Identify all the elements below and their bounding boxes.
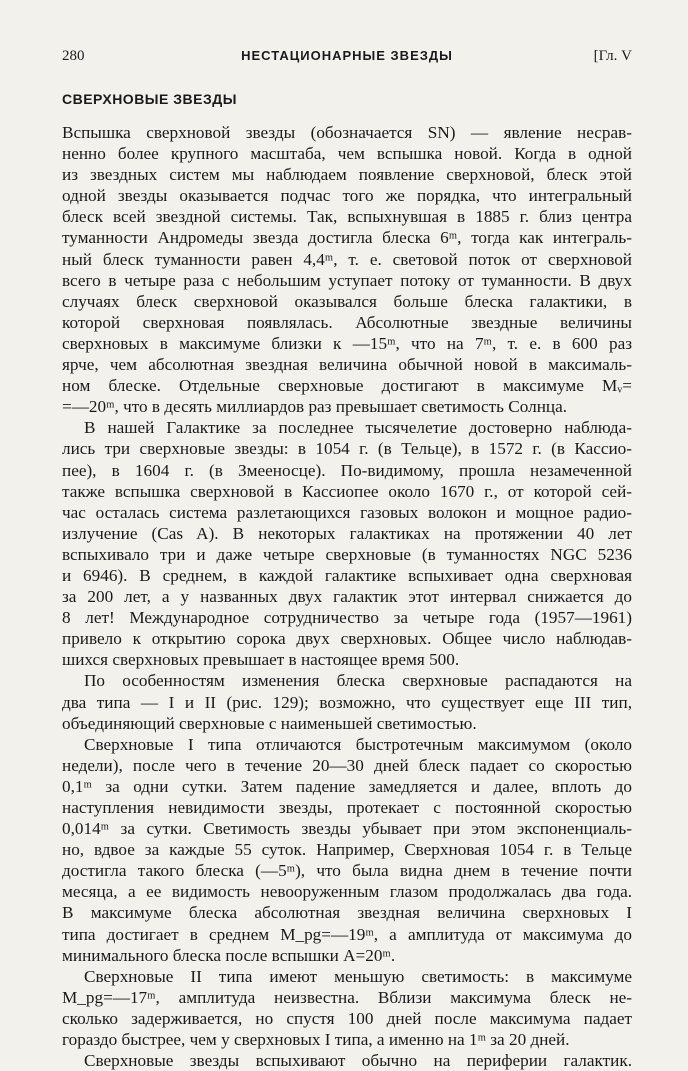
running-header xyxy=(62,48,632,70)
text-line: шихся сверхновых превышает в настоящее время 500. xyxy=(62,650,460,670)
text-line: блеск всей звездной системы. Так, вспыхнувшая в 1885 г. близ центра xyxy=(62,207,632,227)
body-text xyxy=(62,122,632,1071)
text-line: недели), после чего в течение 20—30 дней блеск падает со скоростью xyxy=(62,755,632,775)
text-line: ненно более крупного масштаба, чем вспышка новой. Когда в одной xyxy=(62,144,632,164)
text-line: всего в четыре раза с небольшим уступает потоку от туманности. В двух xyxy=(62,270,632,290)
running-title: НЕСТАЦИОНАРНЫЕ ЗВЕЗДЫ xyxy=(241,48,453,63)
text-line: месяца, а ее видимость невооруженным глазом продолжалась два года. xyxy=(62,882,632,902)
text-line: которой сверхновая появлялась. Абсолютные звездные величины xyxy=(62,312,632,332)
text-line: =—20ᵐ, что в десять миллиардов раз превышает светимость Солнца. xyxy=(62,397,568,417)
text-line: из звездных систем мы наблюдаем появление сверхновой, блеск этой xyxy=(62,165,632,185)
text-line: туманности Андромеды звезда достигла блеска 6ᵐ, тогда как интеграль- xyxy=(62,228,632,248)
text-line: лись три сверхновые звезды: в 1054 г. (в Тельце), в 1572 г. (в Кассио- xyxy=(62,439,632,459)
text-line: 8 лет! Международное сотрудничество за четыре года (1957—1961) xyxy=(62,608,632,628)
text-line: случаях блеск сверхновой оказывался больше блеска галактики, в xyxy=(62,291,632,311)
text-line: 0,1ᵐ за одни сутки. Затем падение замедляется и далее, вплоть до xyxy=(62,776,632,796)
text-line: сверхновых в максимуме близки к —15ᵐ, что на 7ᵐ, т. е. в 600 раз xyxy=(62,333,632,353)
text-line: сколько задерживается, но спустя 100 дней после максимума падает xyxy=(62,1008,632,1028)
section-title: СВЕРХНОВЫЕ ЗВЕЗДЫ xyxy=(62,91,237,107)
text-line: вспыхивало три и даже четыре сверхновые (в туманностях NGC 5236 xyxy=(62,544,632,564)
text-line: одной звезды оказывается подчас того же порядка, что интегральный xyxy=(62,186,632,206)
text-line: типа достигает в среднем M_pg=—19ᵐ, а амплитуда от максимума до xyxy=(62,924,632,944)
text-line: объединяющий сверхновые с наименьшей светимостью. xyxy=(62,713,477,733)
text-line: M_pg=—17ᵐ, амплитуда неизвестна. Вблизи максимума блеск не- xyxy=(62,987,632,1007)
text-line: ном блеске. Отдельные сверхновые достигают в максимуме Mᵥ= xyxy=(62,376,632,396)
text-line: наступления невидимости звезды, протекает с постоянной скоростью xyxy=(62,798,632,817)
text-line: ный блеск туманности равен 4,4ᵐ, т. е. световой поток от сверхновой xyxy=(62,249,632,269)
text-line: минимального блеска после вспышки A=20ᵐ. xyxy=(62,945,396,965)
text-line: 0,014ᵐ за сутки. Светимость звезды убывает при этом экспоненциаль- xyxy=(62,819,632,839)
text-line: В нашей Галактике за последнее тысячелетие достоверно наблюда- xyxy=(84,418,632,438)
page-number: 280 xyxy=(62,48,85,64)
text-line: По особенностям изменения блеска сверхновые распадаются на xyxy=(84,671,632,691)
text-line: пее), в 1604 г. (в Змееносце). По-видимому, прошла незамеченной xyxy=(62,460,632,480)
text-line: ярче, чем абсолютная звездная величина обычной новой в максималь- xyxy=(62,355,632,375)
text-line: также вспышка сверхновой в Кассиопее около 1670 г., от которой сей- xyxy=(62,481,632,501)
text-line: гораздо быстрее, чем у сверхновых I типа, а именно на 1ᵐ за 20 дней. xyxy=(62,1030,570,1050)
text-line: Вспышка сверхновой звезды (обозначается SN) — явление несрав- xyxy=(62,123,632,142)
text-line: Сверхновые I типа отличаются быстротечным максимумом (около xyxy=(84,734,632,754)
text-line: и 6946). В среднем, в каждой галактике вспыхивает одна сверхновая xyxy=(62,565,632,585)
text-line: но, вдвое за каждые 55 суток. Например, Сверхновая 1054 г. в Тельце xyxy=(62,840,632,860)
text-line: достигла такого блеска (—5ᵐ), что была видна днем в течение почти xyxy=(62,861,632,881)
text-line: два типа — I и II (рис. 129); возможно, что существует еще III тип, xyxy=(62,692,632,712)
text-line: Сверхновые II типа имеют меньшую светимость: в максимуме xyxy=(84,966,632,986)
text-line: излучение (Cas A). В некоторых галактиках на протяжении 40 лет xyxy=(62,523,632,543)
text-line: за 200 лет, а у названных двух галактик этот интервал снижается до xyxy=(62,587,632,607)
text-line: привело к открытию сорока двух сверхновых. Общее число наблюдав- xyxy=(62,629,632,649)
chapter-marker: [Гл. V xyxy=(593,48,632,64)
text-line: В максимуме блеска абсолютная звездная величина сверхновых I xyxy=(62,903,632,923)
text-line: час осталась система разлетающихся газовых волокон и мощное радио- xyxy=(62,502,632,522)
text-line: Сверхновые звезды вспыхивают обычно на периферии галактик. xyxy=(84,1051,632,1071)
